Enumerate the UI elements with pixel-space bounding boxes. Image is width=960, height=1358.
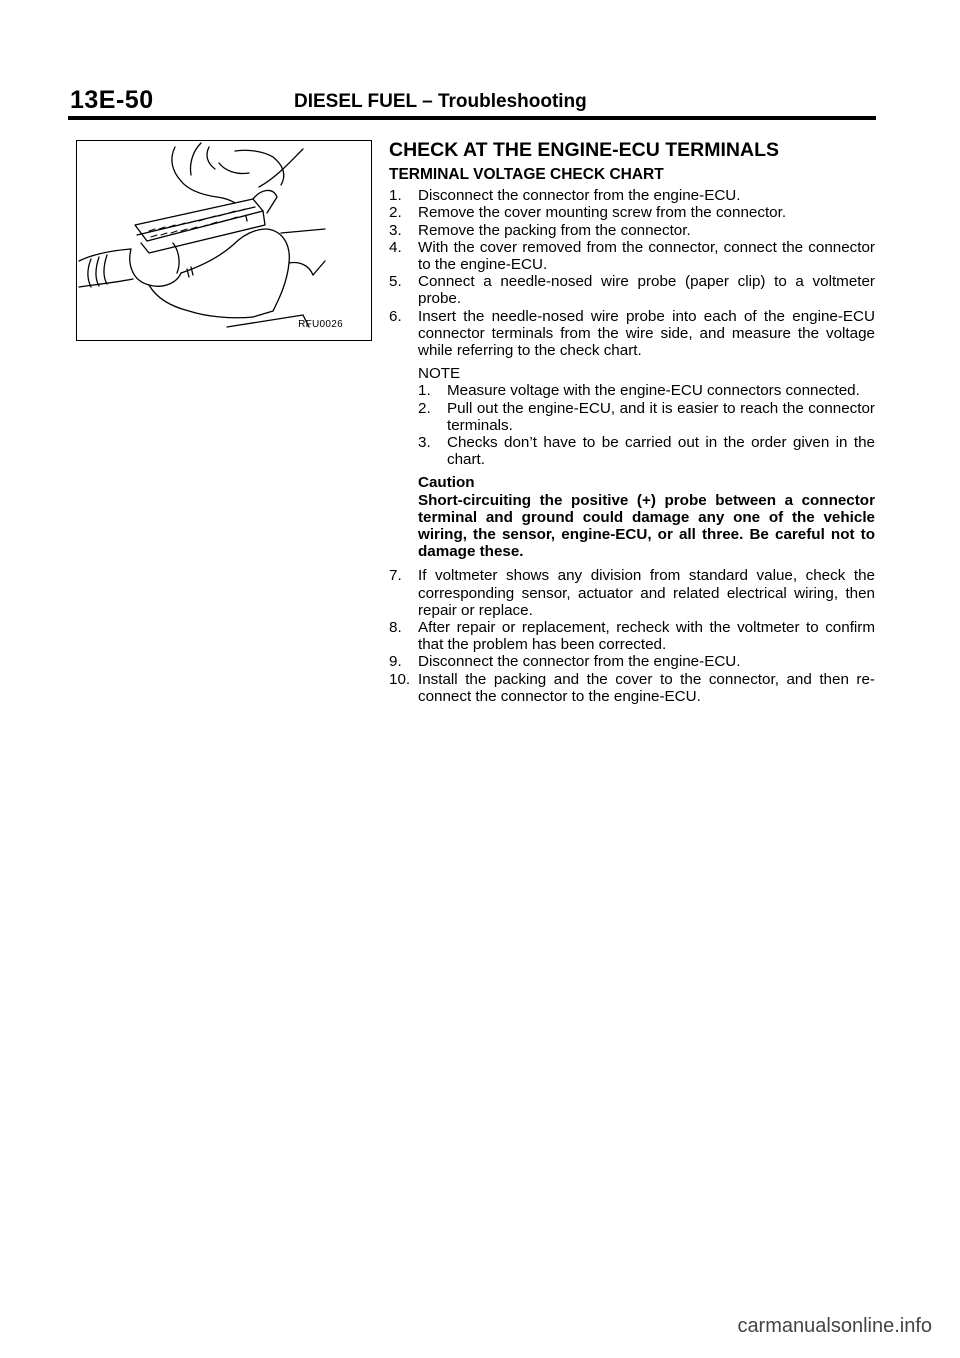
step-number: 1. [389, 187, 402, 205]
caution-block [418, 474, 875, 560]
page-title: DIESEL FUEL – Troubleshooting [294, 91, 587, 112]
step-text: Install the packing and the cover to the connector, and then re-connect the connector to the engine-ECU. [418, 670, 875, 705]
step-item [389, 187, 875, 204]
step-item [389, 239, 875, 273]
step-number: 4. [389, 238, 402, 256]
note-item [418, 382, 875, 399]
step-text: Disconnect the connector from the engine-ECU. [418, 187, 741, 205]
step-text: Insert the needle-nosed wire probe into each of the engine-ECU connector terminals from the wire side, and measure the voltage while referring to the check chart. [418, 307, 875, 360]
step-text: Remove the cover mounting screw from the connector. [418, 204, 787, 222]
step-number: 10. [389, 670, 411, 688]
watermark: carmanualsonline.info [737, 1315, 932, 1337]
step-text: After repair or replacement, recheck with the voltmeter to confirm that the problem has been corrected. [418, 619, 875, 654]
note-text: Checks don’t have to be carried out in the order given in the chart. [447, 434, 875, 469]
step-text: With the cover removed from the connector, connect the connector to the engine-ECU. [418, 238, 875, 274]
step-number: 2. [389, 204, 402, 222]
note-block [418, 365, 875, 468]
step-text: Disconnect the connector from the engine-ECU. [418, 653, 741, 671]
note-list [418, 382, 875, 468]
step-item [389, 567, 875, 619]
step-text: If voltmeter shows any division from standard value, check the corresponding sensor, actuator and related electrical wiring, then repair or replace. [418, 567, 875, 619]
step-number: 7. [389, 567, 402, 585]
note-number: 2. [418, 399, 431, 417]
page-number: 13E-50 [70, 86, 154, 114]
step-item [389, 273, 875, 307]
caution-text: Short-circuiting the positive (+) probe between a connector terminal and ground could damage any one of the vehicle wiring, the sensor, engine-ECU, or all three. Be careful not to damage these. [418, 491, 875, 561]
note-text: Measure voltage with the engine-ECU connectors connected. [447, 382, 860, 400]
header-divider [68, 116, 876, 120]
section-title: CHECK AT THE ENGINE-ECU TERMINALS [389, 139, 779, 161]
note-text: Pull out the engine-ECU, and it is easier to reach the connector terminals. [447, 399, 875, 434]
step-number: 3. [389, 221, 402, 239]
step-item [389, 308, 875, 360]
step-number: 5. [389, 273, 402, 291]
caution-label: Caution [418, 474, 475, 492]
note-item [418, 400, 875, 434]
note-number: 3. [418, 434, 431, 452]
step-item [389, 619, 875, 653]
step-number: 6. [389, 307, 402, 325]
main-content [389, 139, 875, 705]
steps-list-b [389, 567, 875, 705]
step-item [389, 653, 875, 670]
step-number: 8. [389, 619, 402, 637]
steps-list-a [389, 187, 875, 359]
step-item [389, 204, 875, 221]
step-item [389, 671, 875, 705]
note-label: NOTE [418, 365, 461, 383]
step-number: 9. [389, 653, 402, 671]
figure-code-label: RFU0026 [298, 319, 343, 330]
step-text: Connect a needle-nosed wire probe (paper clip) to a voltmeter probe. [418, 273, 875, 308]
section-subtitle: TERMINAL VOLTAGE CHECK CHART [389, 166, 664, 183]
step-item [389, 222, 875, 239]
note-number: 1. [418, 382, 431, 400]
step-text: Remove the packing from the connector. [418, 221, 691, 239]
note-item [418, 434, 875, 468]
illustration-figure [76, 140, 372, 341]
hand-holding-ecu-connector-illustration [77, 141, 370, 339]
